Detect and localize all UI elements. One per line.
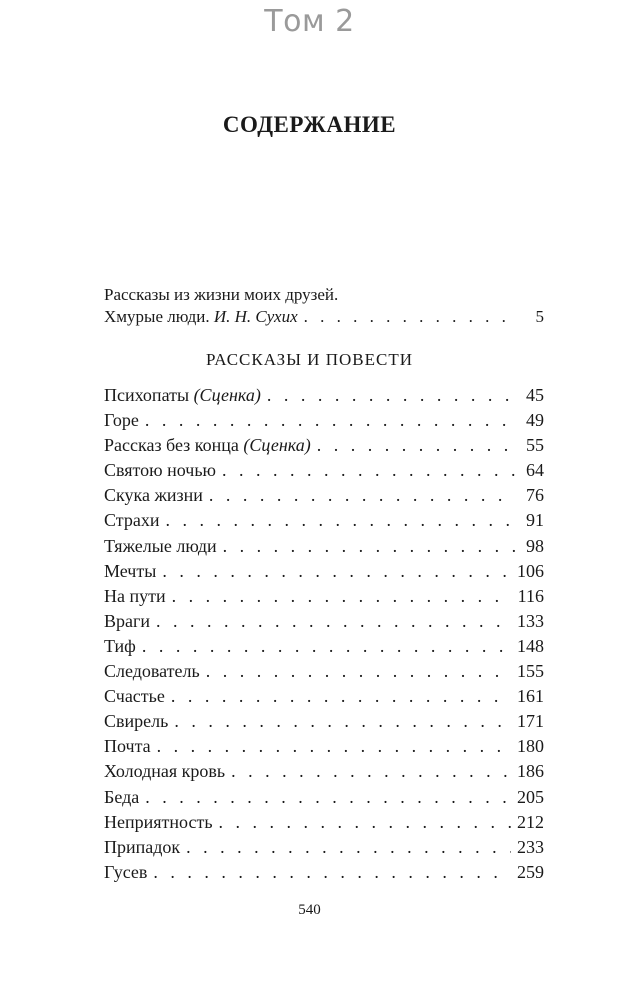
- toc-row: [104, 584, 544, 609]
- toc-title-text: Гусев: [104, 861, 148, 882]
- toc-page: 180: [517, 736, 544, 757]
- toc-page: 186: [517, 761, 544, 782]
- dot-leader: [145, 408, 516, 433]
- toc-title-text: Счастье: [104, 686, 165, 707]
- dot-leader: [267, 383, 516, 408]
- toc-row: [104, 534, 544, 559]
- toc-page: 91: [526, 510, 544, 531]
- intro-essay-title: Хмурые люди.: [104, 307, 210, 326]
- section-title: РАССКАЗЫ И ПОВЕСТИ: [206, 350, 413, 369]
- toc-row: [104, 659, 544, 684]
- toc-row: [104, 433, 544, 458]
- toc-page: 76: [526, 485, 544, 506]
- toc-page: 212: [517, 811, 544, 832]
- dot-leader: [206, 659, 511, 684]
- toc-title: [104, 584, 166, 609]
- toc-title-text: Горе: [104, 410, 139, 431]
- toc-row: [104, 684, 544, 709]
- toc-page: 55: [526, 435, 544, 456]
- toc-row: [104, 408, 544, 433]
- dot-leader: [317, 433, 516, 458]
- toc-title-text: Рассказ без конца: [104, 435, 239, 456]
- toc-title: [104, 759, 225, 784]
- toc-row: [104, 785, 544, 810]
- dot-leader: [209, 483, 516, 508]
- toc-page: 49: [526, 410, 544, 431]
- toc-row: [104, 860, 544, 885]
- toc-title: [104, 508, 159, 533]
- toc-title-text: Следователь: [104, 661, 200, 682]
- dot-leader: [165, 508, 516, 533]
- intro-series-title: Рассказы из жизни моих друзей.: [104, 285, 339, 304]
- toc-title-text: Почта: [104, 736, 151, 757]
- toc-page: 64: [526, 460, 544, 481]
- toc-title: [104, 659, 200, 684]
- toc-title-text: Мечты: [104, 560, 157, 581]
- dot-leader: [145, 785, 511, 810]
- dot-leader: [171, 684, 511, 709]
- toc-title-text: Тиф: [104, 635, 136, 656]
- toc-title-text: На пути: [104, 585, 166, 606]
- contents-heading: СОДЕРЖАНИЕ: [222, 112, 397, 137]
- toc-page: 98: [526, 535, 544, 556]
- toc-page: 45: [526, 385, 544, 405]
- toc-title-text: Скука жизни: [104, 485, 203, 506]
- toc-row: [104, 759, 544, 784]
- toc-title-text: Холодная кровь: [104, 761, 226, 782]
- toc-title: [104, 483, 203, 508]
- dot-leader: [157, 734, 511, 759]
- dot-leader: [304, 306, 516, 328]
- toc-page: 106: [517, 560, 544, 581]
- volume-label: Том 2: [264, 4, 355, 39]
- toc-title-text: Враги: [104, 610, 151, 631]
- toc-title: [104, 383, 261, 408]
- toc-title: [104, 408, 139, 433]
- toc-row: [104, 609, 544, 634]
- toc-title: [104, 634, 136, 659]
- toc-row: [104, 508, 544, 533]
- toc-note: (Сценка): [193, 385, 261, 405]
- toc-title-text: Припадок: [104, 836, 181, 857]
- dot-leader: [219, 810, 511, 835]
- toc-title: [104, 734, 151, 759]
- toc-page: 148: [517, 635, 544, 656]
- toc-row: [104, 835, 544, 860]
- toc-title-text: Страхи: [104, 510, 160, 531]
- toc-title-text: Психопаты: [104, 385, 190, 405]
- intro-row: [104, 306, 544, 328]
- toc-page: 171: [517, 711, 544, 732]
- dot-leader: [186, 835, 511, 860]
- dot-leader: [172, 584, 512, 609]
- toc-title-text: Тяжелые люди: [104, 535, 217, 556]
- toc-page: 133: [517, 610, 544, 631]
- toc-title: [104, 433, 311, 458]
- toc-page: 233: [517, 836, 544, 857]
- toc-title: [104, 609, 150, 634]
- toc-row: [104, 458, 544, 483]
- intro-page: 5: [535, 307, 544, 326]
- toc-title-text: Неприятность: [104, 811, 213, 832]
- intro-title: [104, 306, 298, 328]
- toc-title-text: Беда: [104, 786, 140, 807]
- toc-row: [104, 810, 544, 835]
- toc-title: [104, 559, 156, 584]
- dot-leader: [223, 534, 516, 559]
- toc-title-text: Святою ночью: [104, 460, 216, 481]
- dot-leader: [156, 609, 511, 634]
- toc-page: 259: [517, 861, 544, 882]
- intro-entry: [104, 284, 544, 328]
- toc-page: 116: [517, 585, 544, 606]
- toc-row: [104, 634, 544, 659]
- dot-leader: [222, 458, 516, 483]
- toc-list: [104, 383, 544, 885]
- toc-title: [104, 860, 147, 885]
- toc-row: [104, 383, 544, 408]
- dot-leader: [153, 860, 511, 885]
- toc-page: 161: [517, 686, 544, 707]
- toc-title: [104, 684, 165, 709]
- toc-title: [104, 835, 180, 860]
- page-number: 540: [298, 902, 321, 918]
- toc-title: [104, 709, 168, 734]
- toc-row: [104, 709, 544, 734]
- toc-title: [104, 785, 139, 810]
- dot-leader: [174, 709, 511, 734]
- toc-row: [104, 734, 544, 759]
- toc-row: [104, 559, 544, 584]
- intro-author: И. Н. Сухих: [213, 307, 298, 326]
- toc-note: (Сценка): [243, 435, 311, 456]
- toc-title-text: Свирель: [104, 711, 169, 732]
- toc-title: [104, 534, 217, 559]
- toc-title: [104, 810, 213, 835]
- dot-leader: [142, 634, 511, 659]
- toc-row: [104, 483, 544, 508]
- toc-page: 155: [517, 661, 544, 682]
- dot-leader: [231, 759, 511, 784]
- dot-leader: [162, 559, 511, 584]
- toc-title: [104, 458, 216, 483]
- toc-page: 205: [517, 786, 544, 807]
